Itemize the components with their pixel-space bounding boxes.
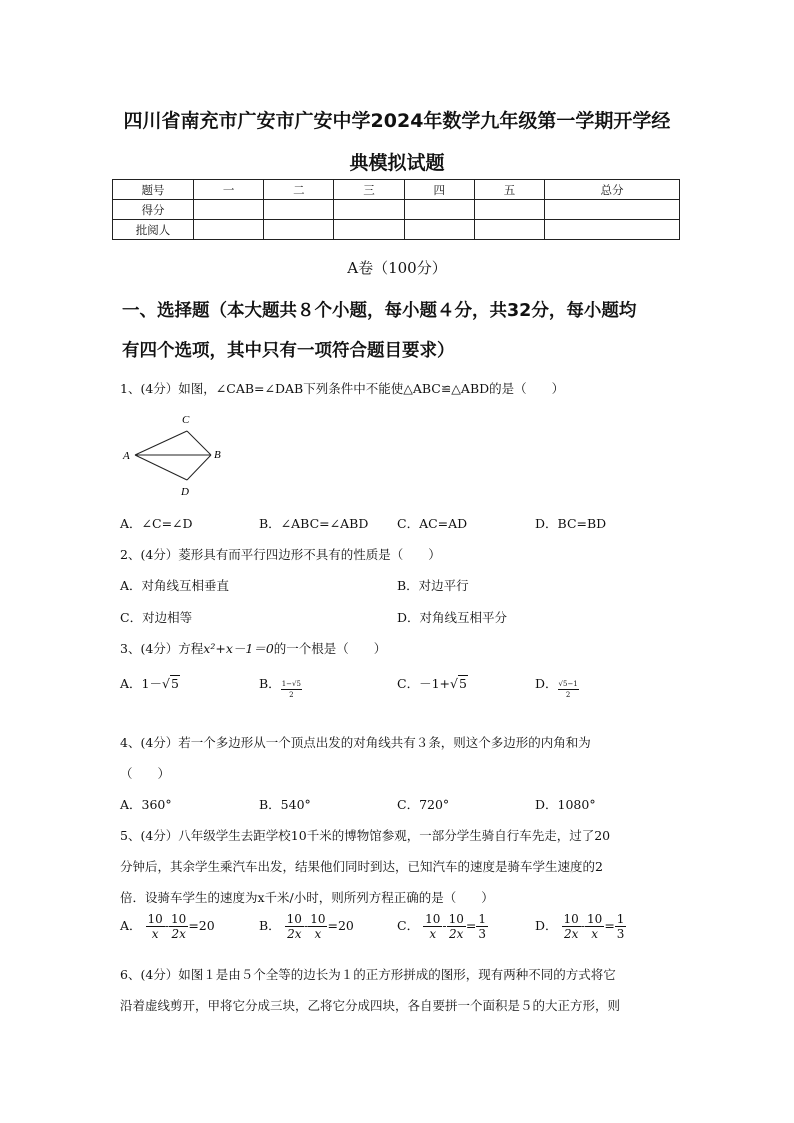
minus: - bbox=[442, 918, 447, 933]
q5-option-a bbox=[120, 913, 215, 940]
q3-option-d-label: D． bbox=[535, 676, 558, 691]
fraction bbox=[308, 913, 327, 940]
q5-option-a-label: A． bbox=[120, 918, 142, 933]
section1-heading-line1: 一、选择题（本大题共８个小题，每小题４分，共32分，每小题均 bbox=[122, 301, 637, 321]
header-cell-4: 四 bbox=[404, 180, 474, 200]
fraction bbox=[585, 913, 604, 940]
q3-option-a-label: A．1－ bbox=[120, 676, 162, 691]
q2-option-b: B．对边平行 bbox=[397, 578, 469, 593]
numerator: 10 bbox=[587, 912, 603, 926]
minus: - bbox=[303, 918, 309, 933]
reviewer-row bbox=[113, 220, 680, 240]
q1-option-a: A．∠C=∠D bbox=[120, 516, 193, 531]
denominator bbox=[169, 927, 188, 940]
reviewer-cell bbox=[404, 220, 474, 240]
header-cell-1: 一 bbox=[194, 180, 264, 200]
label-b: B bbox=[214, 449, 221, 461]
fraction bbox=[169, 913, 188, 940]
numerator: 10 bbox=[425, 912, 441, 926]
fraction-numerator: 1−√5 bbox=[281, 680, 301, 688]
q3-equation: x²+x－1＝0 bbox=[203, 641, 274, 656]
q3-stem bbox=[120, 639, 386, 657]
den-var: x bbox=[314, 927, 322, 941]
reviewer-row-label: 批阅人 bbox=[113, 220, 194, 240]
reviewer-cell bbox=[264, 220, 334, 240]
q2-option-c: C．对边相等 bbox=[120, 610, 193, 625]
numerator: 10 bbox=[147, 912, 163, 926]
den-var: x bbox=[151, 927, 159, 941]
q3-option-b bbox=[259, 674, 302, 699]
q5-option-d bbox=[535, 913, 626, 940]
score-cell bbox=[474, 200, 544, 220]
label-c: C bbox=[182, 414, 190, 426]
numerator: 10 bbox=[563, 912, 579, 926]
header-cell-number: 题号 bbox=[113, 180, 194, 200]
fraction-numerator: √5−1 bbox=[558, 680, 578, 688]
score-table bbox=[112, 179, 680, 240]
q3-option-b-fraction bbox=[281, 681, 302, 699]
score-cell bbox=[545, 200, 680, 220]
numerator: 1 bbox=[616, 912, 625, 926]
q2-option-d: D．对角线互相平分 bbox=[397, 610, 508, 625]
denominator: 3 bbox=[478, 927, 486, 941]
reviewer-cell bbox=[334, 220, 404, 240]
section1-heading-line2: 有四个选项，其中只有一项符合题目要求） bbox=[122, 341, 455, 361]
den-var: 2x bbox=[171, 927, 186, 941]
label-a: A bbox=[123, 450, 130, 462]
q4-stem-line2: （ ） bbox=[120, 766, 171, 781]
label-d: D bbox=[181, 486, 189, 498]
numerator: 1 bbox=[478, 912, 486, 926]
score-cell bbox=[194, 200, 264, 220]
q4-option-b: B．540° bbox=[259, 797, 311, 812]
denominator bbox=[308, 927, 327, 940]
denominator: 3 bbox=[616, 927, 625, 941]
q4-option-c: C．720° bbox=[397, 797, 450, 812]
segment-cb bbox=[187, 431, 211, 455]
q3-stem-prefix: 3、(4分）方程 bbox=[120, 641, 204, 656]
q3-option-c-label: C．－1+ bbox=[397, 676, 450, 691]
equals-20: =20 bbox=[327, 918, 354, 933]
fraction bbox=[615, 913, 627, 940]
q4-stem-line1: 4、(4分）若一个多边形从一个顶点出发的对角线共有３条，则这个多边形的内角和为 bbox=[120, 735, 591, 750]
numerator: 10 bbox=[448, 912, 464, 926]
denominator bbox=[447, 927, 466, 940]
score-row-label: 得分 bbox=[113, 200, 194, 220]
score-cell bbox=[334, 200, 404, 220]
equals-20: =20 bbox=[188, 918, 215, 933]
q6-stem-line2: 沿着虚线剪开，甲将它分成三块，乙将它分成四块，各自要拼一个面积是５的大正方形，则 bbox=[120, 998, 621, 1013]
segment-ac bbox=[135, 431, 187, 455]
den-var: x bbox=[429, 927, 437, 941]
radicand: 5 bbox=[458, 676, 467, 691]
numerator: 10 bbox=[171, 912, 187, 926]
q4-option-a: A．360° bbox=[120, 797, 172, 812]
volume-label: A卷（100分） bbox=[347, 259, 447, 277]
q3-option-c bbox=[397, 674, 468, 692]
minus: - bbox=[580, 918, 586, 933]
q5-option-d-label: D． bbox=[535, 918, 558, 933]
minus: - bbox=[164, 918, 170, 933]
den-var: 2x bbox=[563, 927, 579, 941]
q5-option-b bbox=[259, 913, 354, 940]
segment-ad bbox=[135, 455, 187, 480]
q5-option-c-label: C． bbox=[397, 918, 420, 933]
q3-option-d-fraction bbox=[558, 681, 579, 699]
sqrt-sign: √5 bbox=[161, 676, 179, 691]
q2-stem: 2、(4分）菱形具有而平行四边形不具有的性质是（ ） bbox=[120, 547, 441, 562]
fraction-denominator: 2 bbox=[565, 691, 571, 699]
q5-option-c bbox=[397, 913, 488, 940]
q1-figure bbox=[118, 408, 233, 500]
q2-option-a: A．对角线互相垂直 bbox=[120, 578, 230, 593]
q5-stem-line3: 倍．设骑车学生的速度为x千米/小时，则所列方程正确的是（ ） bbox=[120, 890, 494, 905]
score-row bbox=[113, 200, 680, 220]
q6-stem-line1: 6、(4分）如图１是由５个全等的边长为１的正方形拼成的图形，现有两种不同的方式将它 bbox=[120, 967, 616, 982]
fraction bbox=[562, 913, 581, 940]
denominator bbox=[585, 927, 604, 940]
sqrt-sign: √5 bbox=[450, 676, 467, 691]
den-var: 2x bbox=[449, 927, 464, 941]
exam-title-line2: 典模拟试题 bbox=[349, 152, 445, 174]
reviewer-cell bbox=[545, 220, 680, 240]
fraction bbox=[423, 913, 442, 940]
q1-option-b: B．∠ABC=∠ABD bbox=[259, 516, 369, 531]
exam-title-line1: 四川省南充市广安市广安中学2024年数学九年级第一学期开学经 bbox=[123, 110, 671, 132]
denominator bbox=[146, 927, 165, 940]
q5-stem-line1: 5、(4分）八年级学生去距学校10千米的博物馆参观，一部分学生骑自行车先走，过了20 bbox=[120, 828, 611, 843]
header-cell-5: 五 bbox=[474, 180, 544, 200]
reviewer-cell bbox=[474, 220, 544, 240]
header-cell-total: 总分 bbox=[545, 180, 680, 200]
denominator bbox=[423, 927, 442, 940]
score-cell bbox=[404, 200, 474, 220]
score-cell bbox=[264, 200, 334, 220]
q1-option-d: D．BC=BD bbox=[535, 516, 607, 531]
q3-option-b-label: B． bbox=[259, 676, 281, 691]
q5-option-b-label: B． bbox=[259, 918, 281, 933]
q5-stem-line2: 分钟后，其余学生乘汽车出发，结果他们同时到达，已知汽车的速度是骑车学生速度的2 bbox=[120, 859, 603, 874]
fraction bbox=[447, 913, 466, 940]
numerator: 10 bbox=[310, 912, 326, 926]
q4-option-d: D．1080° bbox=[535, 797, 596, 812]
reviewer-cell bbox=[194, 220, 264, 240]
equals: = bbox=[604, 918, 615, 933]
equals: = bbox=[465, 918, 477, 933]
denominator bbox=[562, 927, 581, 940]
den-var: x bbox=[591, 927, 599, 941]
q1-option-c: C．AC=AD bbox=[397, 516, 468, 531]
header-cell-3: 三 bbox=[334, 180, 404, 200]
fraction bbox=[285, 913, 304, 940]
fraction bbox=[146, 913, 165, 940]
denominator bbox=[285, 927, 304, 940]
q1-stem: 1、(4分）如图，∠CAB=∠DAB下列条件中不能使△ABC≌△ABD的是（ ） bbox=[120, 381, 565, 396]
radicand: 5 bbox=[170, 676, 179, 691]
segment-db bbox=[187, 455, 211, 480]
score-table-header-row bbox=[113, 180, 680, 200]
fraction-denominator: 2 bbox=[289, 691, 294, 699]
q3-stem-suffix: 的一个根是（ ） bbox=[273, 641, 387, 656]
den-var: 2x bbox=[287, 927, 302, 941]
q3-option-d bbox=[535, 674, 579, 699]
fraction bbox=[476, 913, 488, 940]
q3-option-a bbox=[120, 674, 180, 692]
numerator: 10 bbox=[286, 912, 302, 926]
header-cell-2: 二 bbox=[264, 180, 334, 200]
